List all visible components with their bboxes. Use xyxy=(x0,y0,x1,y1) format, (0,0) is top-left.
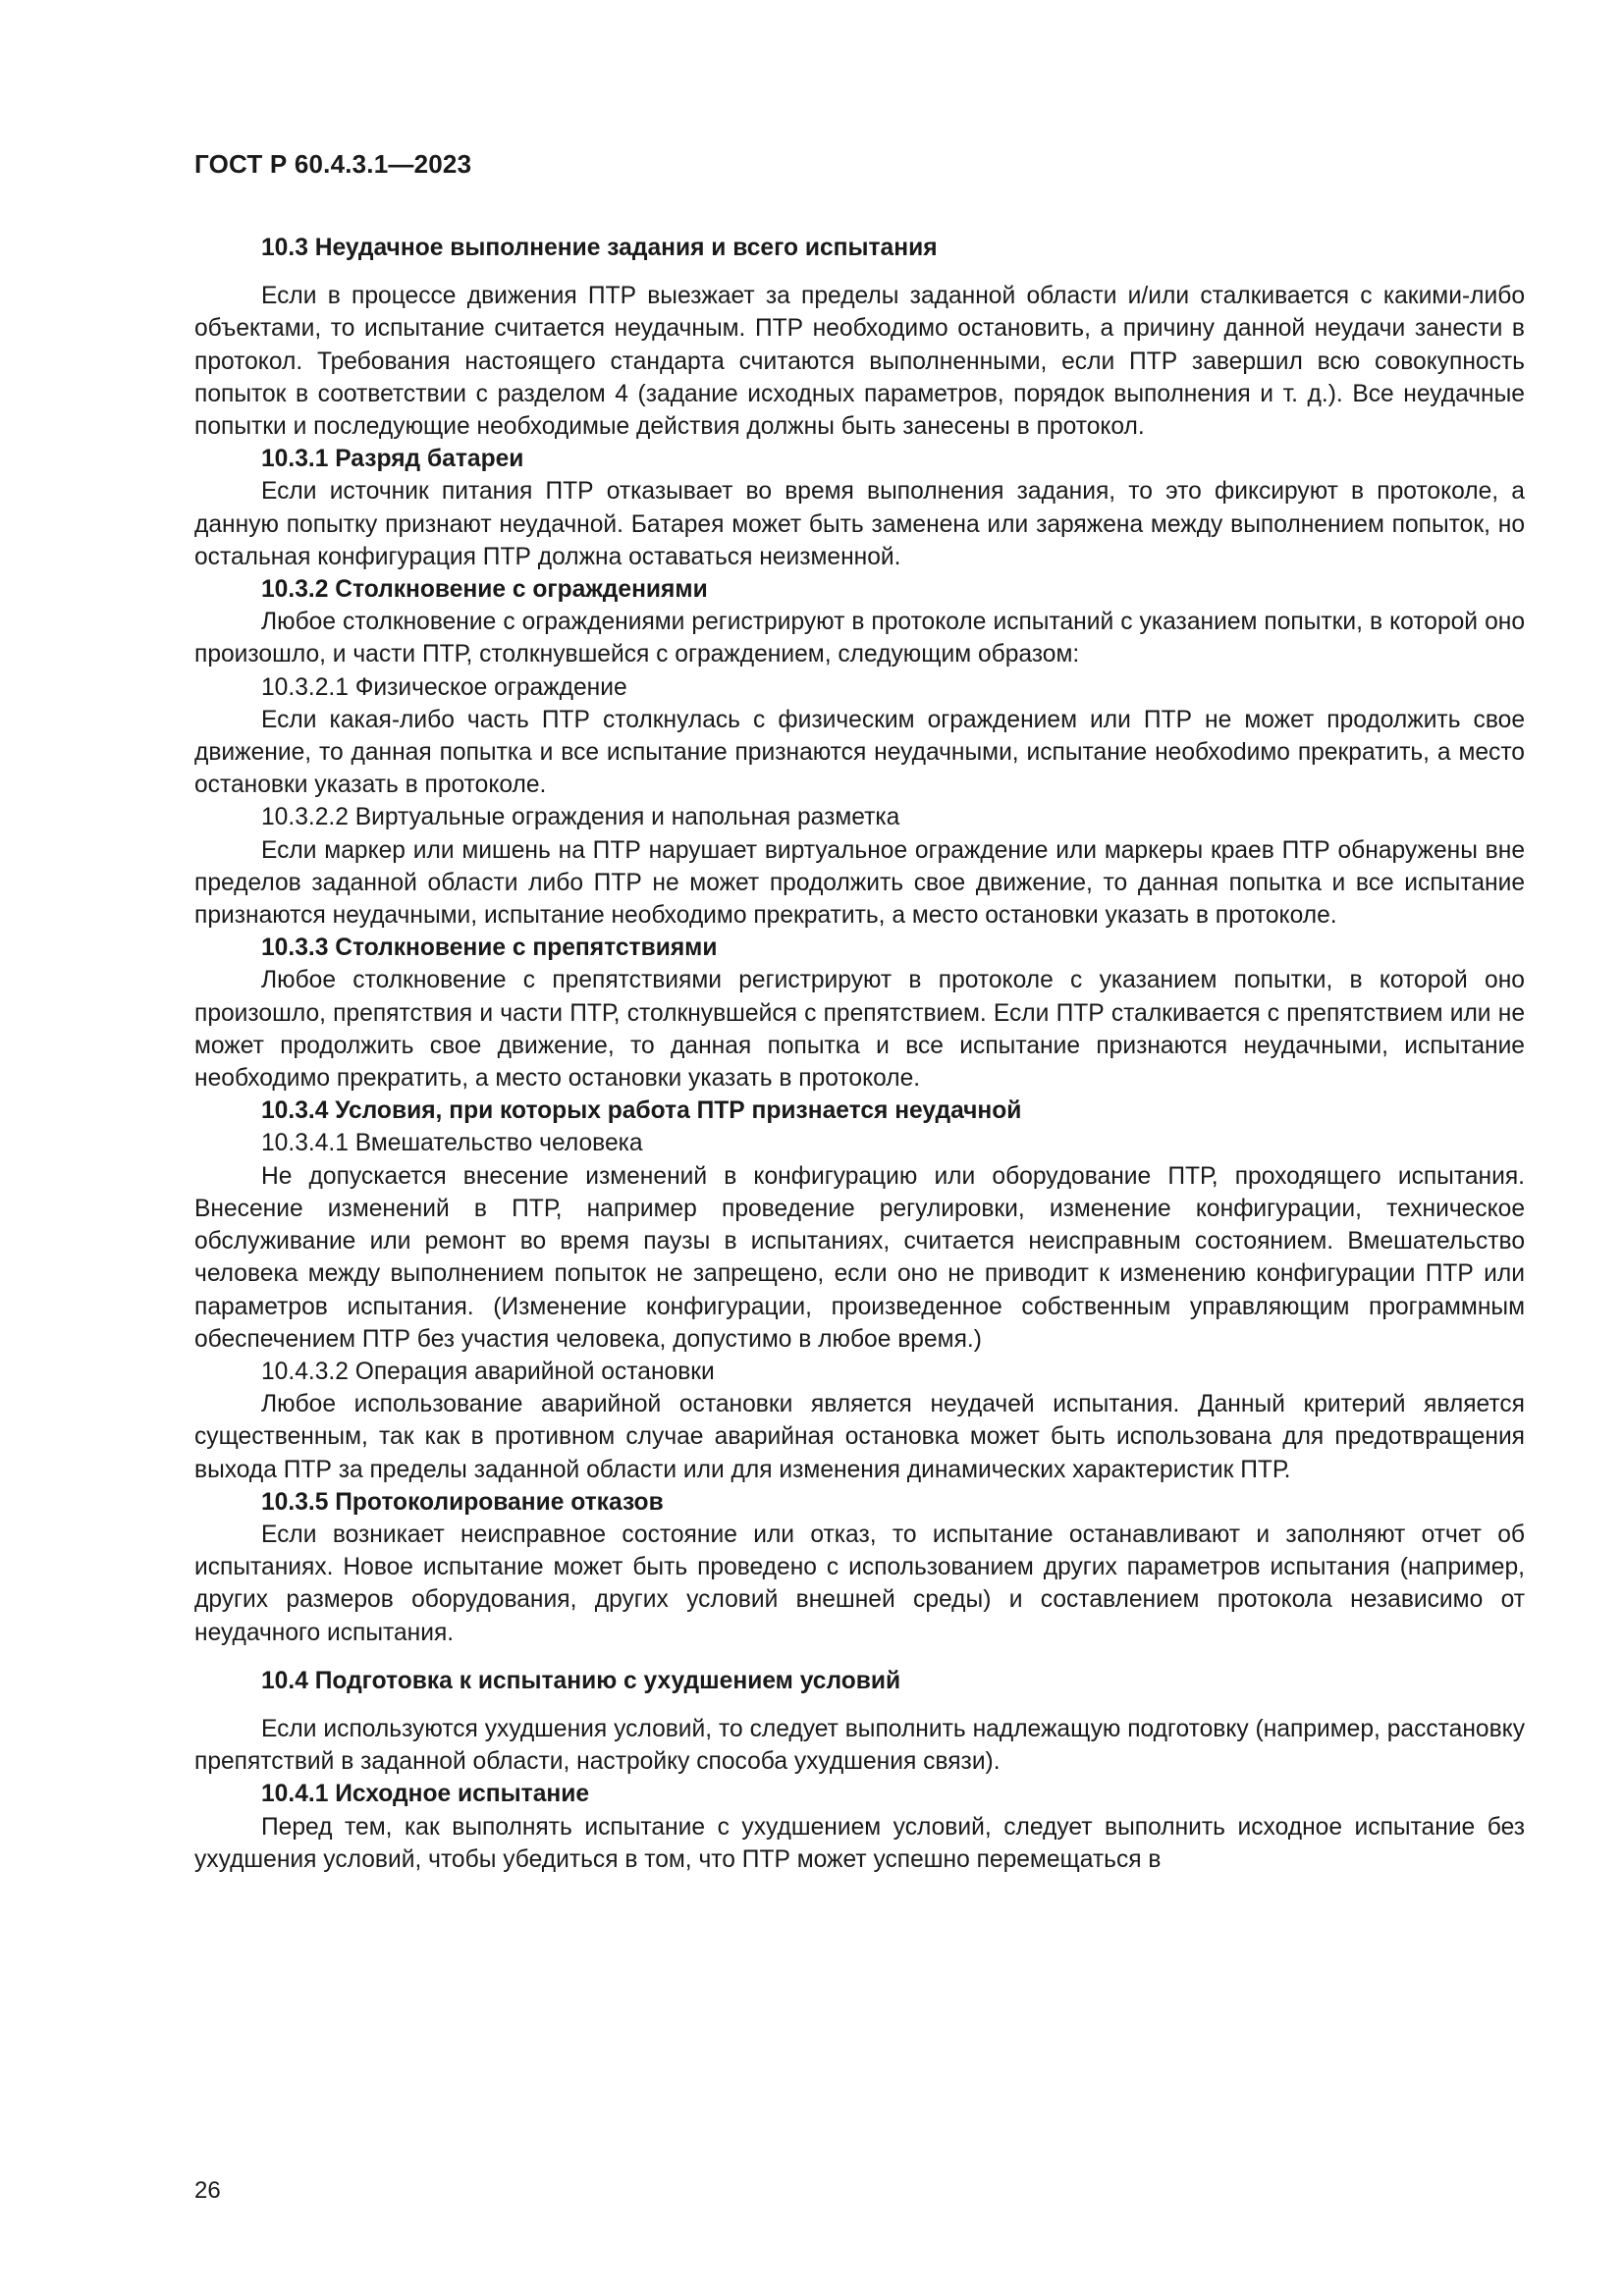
section-10-3-2-1-paragraph: Если какая-либо часть ПТР столкнулась с физическим ограждением или ПТР не может продолжить свое движение, то данная попытка и все испытание признаются неудачными, испытание необхоdимо прекратить, а место остановки указать в протоколе. xyxy=(194,706,1525,799)
section-10-3-5-paragraph: Если возникает неисправное состояние или отказ, то испытание останавливают и заполняют отчет об испытаниях. Новое испытание может быть проведено с использованием других параметров испытания (например, других размеров оборудования, других условий внешней среды) и составлением протокола независимо от неудачного испытания. xyxy=(194,1521,1525,1646)
section-10-3-paragraph: Если в процессе движения ПТР выезжает за пределы заданной области и/или сталкивается с какими-либо объектами, то испытание считается неудачным. ПТР необходимо остановить, а причину данной неудачи занести в протокол. Требования настоящего стандарта считаются выполненными, если ПТР завершил всю совокупность попыток в соответствии с разделом 4 (задание исходных параметров, порядок выполнения и т. д.). Все неудачные попытки и последующие необходимые действия должны быть занесены в протокол. xyxy=(194,283,1525,441)
section-10-3-5-heading: 10.3.5 Протоколирование отказов xyxy=(261,1488,664,1516)
section-10-3-4-1-paragraph: Не допускается внесение изменений в конфигурацию или оборудование ПТР, проходящего испытания. Внесение изменений в ПТР, например проведение регулировки, изменение конфигурации, техническое обслуживание или ремонт во время паузы в испытаниях, считается неисправным состоянием. Вмешательство человека между выполнением попыток не запрещено, если оно не приводит к изменению конфигурации ПТР или параметров испытания. (Изменение конфигурации, произведенное собственным управляющим программным обеспечением ПТР без участия человека, допустимо в любое время.) xyxy=(194,1162,1525,1353)
section-10-4-heading: 10.4 Подготовка к испытанию с ухудшением условий xyxy=(261,1667,901,1694)
section-10-3-2-2-heading: 10.3.2.2 Виртуальные ограждения и напольная разметка xyxy=(261,804,900,831)
section-10-4-3-2-heading: 10.4.3.2 Операция аварийной остановки xyxy=(261,1358,715,1385)
section-10-3-heading: 10.3 Неудачное выполнение задания и всего испытания xyxy=(261,235,938,261)
page-number: 26 xyxy=(194,2177,221,2204)
section-10-3-2-2-paragraph: Если маркер или мишень на ПТР нарушает виртуальное ограждение или маркеры краев ПТР обнаружены вне пределов заданной области либо ПТР не может продолжить свое движение, то данная попытка и все испытание признаются неудачными, испытание необходимо прекратить, а место остановки указать в протоколе. xyxy=(194,836,1525,930)
section-10-3-2-paragraph: Любое столкновение с ограждениями регистрируют в протоколе испытаний с указанием попытки, в которой оно произошло, и части ПТР, столкнувшейся с ограждением, следующим образом: xyxy=(194,609,1525,668)
section-10-3-1-heading: 10.3.1 Разряд батареи xyxy=(261,446,524,473)
section-10-3-2-1-heading: 10.3.2.1 Физическое ограждение xyxy=(261,673,627,701)
section-10-4-1-paragraph: Перед тем, как выполнять испытание с ухудшением условий, следует выполнить исходное испытание без ухудшения условий, чтобы убедиться в том, что ПТР может успешно перемещаться в xyxy=(194,1813,1525,1873)
section-10-3-3-paragraph: Любое столкновение с препятствиями регистрируют в протоколе с указанием попытки, в которой оно произошло, препятствия и части ПТР, столкнувшейся с препятствием. Если ПТР сталкивается с препятствием или не может продолжить свое движение, то данная попытка и все испытание признаются неудачными, испытание необходимо прекратить, а место остановки указать в протоколе. xyxy=(194,967,1525,1093)
section-10-4-3-2-paragraph: Любое использование аварийной остановки является неудачей испытания. Данный критерий является существенным, так как в противном случае аварийная остановка может быть использована для предотвращения выхода ПТР за пределы заданной области или для изменения динамических характеристик ПТР. xyxy=(194,1391,1525,1483)
section-10-3-1-paragraph: Если источник питания ПТР отказывает во время выполнения задания, то это фиксируют в протоколе, а данную попытку признают неудачной. Батарея может быть заменена или заряжена между выполнением попыток, но остальная конфигурация ПТР должна оставаться неизменной. xyxy=(194,478,1525,570)
section-10-3-3-heading: 10.3.3 Столкновение с препятствиями xyxy=(261,934,718,962)
section-10-4-1-heading: 10.4.1 Исходное испытание xyxy=(261,1781,590,1808)
section-10-3-4-heading: 10.3.4 Условия, при которых работа ПТР признается неудачной xyxy=(261,1097,1022,1125)
section-10-3-2-heading: 10.3.2 Столкновение с ограждениями xyxy=(261,576,708,604)
section-10-4-paragraph: Если используются ухудшения условий, то следует выполнить надлежащую подготовку (например, расстановку препятствий в заданной области, настройку способа ухудшения связи). xyxy=(194,1715,1525,1776)
page-content xyxy=(194,232,1525,1876)
document-code-header: ГОСТ Р 60.4.3.1—2023 xyxy=(194,149,472,179)
section-10-3-4-1-heading: 10.3.4.1 Вмешательство человека xyxy=(261,1130,643,1157)
